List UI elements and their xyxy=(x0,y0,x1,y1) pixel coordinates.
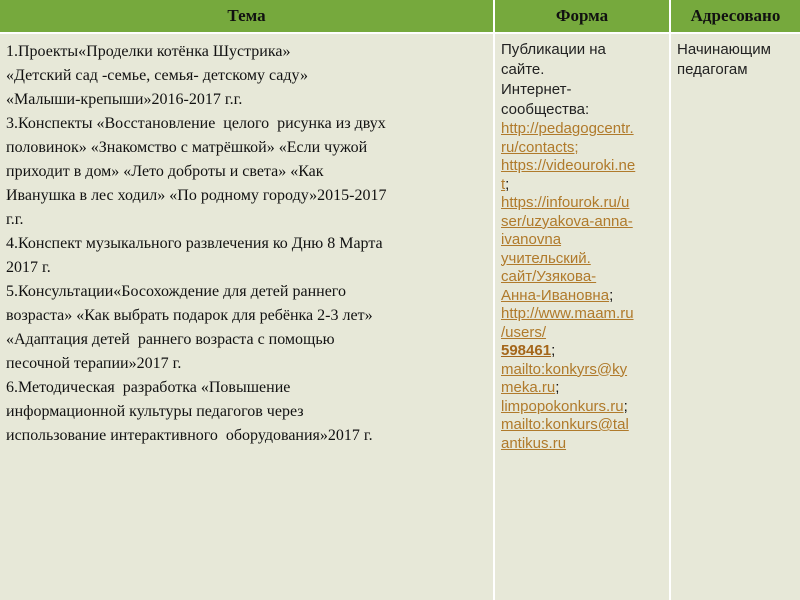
link[interactable]: учительский. xyxy=(501,249,591,267)
link-line xyxy=(501,268,663,287)
topic-line: 4.Конспект музыкального развлечения ко Дню 8 Марта xyxy=(6,235,383,252)
link-line xyxy=(501,398,663,417)
link[interactable]: http://www.maam.ru xyxy=(501,305,634,322)
topic-line: Иванушка в лес ходил» «По родному городу»2015-2017 xyxy=(6,187,387,204)
link[interactable]: t xyxy=(501,175,506,193)
link-line xyxy=(501,287,663,306)
form-cell xyxy=(494,33,670,600)
header-topic: Тема xyxy=(0,0,494,33)
topic-line: песочной терапии»2017 г. xyxy=(6,355,182,372)
link-separator: ; xyxy=(505,175,510,193)
topic-line: 5.Консультации«Босохождение для детей раннего xyxy=(6,283,346,300)
link-separator: ; xyxy=(551,342,556,359)
table-row xyxy=(0,33,800,600)
link-line xyxy=(501,250,663,269)
link-line xyxy=(501,194,663,213)
link[interactable]: https://infourok.ru/u xyxy=(501,194,630,211)
link-line xyxy=(501,305,663,324)
link[interactable]: mailto:konkurs@tal xyxy=(501,416,629,433)
form-intro-line: Интернет- xyxy=(501,81,572,98)
link[interactable]: сайт/Узякова- xyxy=(501,268,597,285)
link-line xyxy=(501,416,663,435)
topic-line: приходит в дом» «Лето доброты и света» «Как xyxy=(6,163,324,180)
link-line xyxy=(501,324,663,343)
link-line xyxy=(501,435,663,454)
topic-line: 3.Конспекты «Восстановление целого рисунка из двух xyxy=(6,115,386,132)
link-line xyxy=(501,213,663,232)
topic-line: 1.Проекты«Проделки котёнка Шустрика» xyxy=(6,43,291,60)
link-separator: ; xyxy=(555,379,560,396)
link[interactable]: meka.ru xyxy=(501,379,556,396)
link-line xyxy=(501,120,663,139)
link-line xyxy=(501,231,663,250)
audience-text xyxy=(677,40,794,80)
link-separator: ; xyxy=(609,286,614,304)
link-separator: ; xyxy=(623,397,628,415)
header-form: Форма xyxy=(494,0,670,33)
topic-list xyxy=(6,40,487,448)
header-audience: Адресовано xyxy=(670,0,800,33)
link[interactable]: 598461 xyxy=(501,342,552,359)
link-line xyxy=(501,176,663,195)
audience-line: Начинающим xyxy=(677,41,771,58)
topic-line: использование интерактивного оборудования»2017 г. xyxy=(6,427,373,444)
link-list xyxy=(501,120,663,453)
topic-cell xyxy=(0,33,494,600)
link[interactable]: https://videouroki.ne xyxy=(501,157,636,174)
topic-line: «Малыши-крепыши»2016-2017 г.г. xyxy=(6,91,243,108)
topic-line: 2017 г. xyxy=(6,259,51,276)
audience-cell xyxy=(670,33,800,600)
link[interactable]: Анна-Ивановна xyxy=(501,286,610,304)
link[interactable]: /users/ xyxy=(501,323,547,341)
topic-line: «Адаптация детей раннего возраста с помощью xyxy=(6,331,335,348)
link-line xyxy=(501,139,663,158)
link[interactable]: ser/uzyakova-anna- xyxy=(501,212,633,230)
link[interactable]: http://pedagogcentr. xyxy=(501,120,634,137)
topic-line: возраста» «Как выбрать подарок для ребёнка 2-3 лет» xyxy=(6,307,373,324)
form-intro-line: сообщества: xyxy=(501,101,590,118)
link[interactable]: ru/contacts; xyxy=(501,138,579,156)
link-line xyxy=(501,157,663,176)
topic-line: информационной культуры педагогов через xyxy=(6,403,304,420)
link[interactable]: limpopokonkurs.ru xyxy=(501,397,624,415)
audience-line: педагогам xyxy=(677,61,748,78)
link-line xyxy=(501,361,663,380)
topic-line: 6.Методическая разработка «Повышение xyxy=(6,379,291,396)
link-line xyxy=(501,342,663,361)
topic-line: половинок» «Знакомство с матрёшкой» «Если чужой xyxy=(6,139,368,156)
link-line xyxy=(501,379,663,398)
link[interactable]: ivanovna xyxy=(501,231,562,248)
table-header-row xyxy=(0,0,800,33)
form-description xyxy=(501,40,663,120)
link[interactable]: antikus.ru xyxy=(501,434,567,452)
form-intro-line: сайте. xyxy=(501,61,545,78)
topic-line: г.г. xyxy=(6,211,24,228)
topic-line: «Детский сад -семье, семья- детскому саду» xyxy=(6,67,308,84)
link[interactable]: mailto:konkyrs@ky xyxy=(501,360,628,378)
form-intro-line: Публикации на xyxy=(501,41,606,58)
